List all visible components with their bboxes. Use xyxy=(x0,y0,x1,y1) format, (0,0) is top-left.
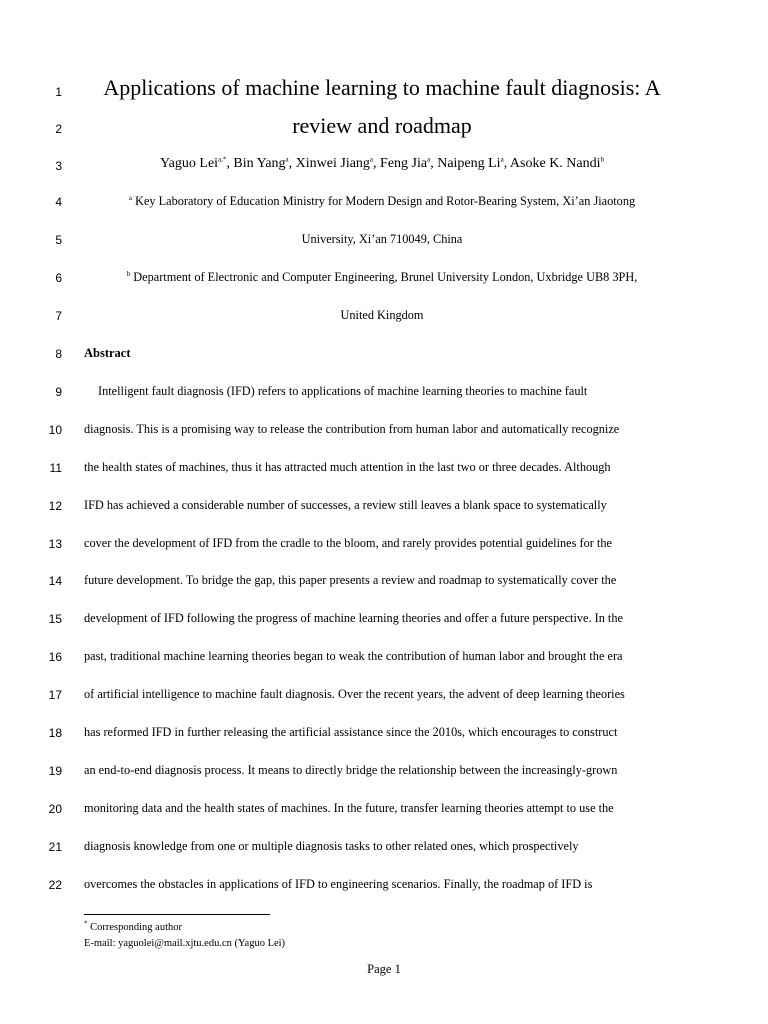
line-number: 16 xyxy=(48,650,62,664)
abstract-line: the health states of machines, thus it has attracted much attention in the last two or three decades. Although xyxy=(84,460,611,474)
line-number: 2 xyxy=(55,122,62,136)
abstract-line: an end-to-end diagnosis process. It means to directly bridge the relationship between the increasingly-grown xyxy=(84,763,618,777)
affiliation-b xyxy=(84,269,680,285)
affiliation-text: Key Laboratory of Education Ministry for Modern Design and Rotor-Bearing System, Xi’an Jiaotong xyxy=(131,194,636,208)
author-list xyxy=(84,155,680,173)
footnote-email: E-mail: yaguolei@mail.xjtu.edu.cn (Yaguo Lei) xyxy=(84,938,286,949)
line-number: 8 xyxy=(55,347,62,361)
paper-title-line-2: review and roadmap xyxy=(292,113,472,138)
abstract-line: development of IFD following the progress of machine learning theories and offer a future perspective. In the xyxy=(84,611,623,625)
author-separator: , xyxy=(430,156,438,171)
author-affiliation-mark: a xyxy=(500,155,504,164)
line-number: 1 xyxy=(55,85,62,99)
line-number: 17 xyxy=(48,688,62,702)
abstract-line: IFD has achieved a considerable number of successes, a review still leaves a blank space to systematically xyxy=(84,498,607,512)
footnote-corresponding xyxy=(84,921,182,934)
abstract-line: Intelligent fault diagnosis (IFD) refers to applications of machine learning theories to machine fault xyxy=(98,384,588,398)
author-name: Xinwei Jiang xyxy=(295,156,370,171)
line-number: 11 xyxy=(49,461,62,475)
author-name: Feng Jia xyxy=(380,156,428,171)
line-number: 7 xyxy=(55,309,62,323)
abstract-heading: Abstract xyxy=(84,346,131,360)
affiliation-text: Department of Electronic and Computer Engineering, Brunel University London, Uxbridge UB8 3PH, xyxy=(130,270,638,284)
line-number: 13 xyxy=(48,537,62,551)
line-number: 5 xyxy=(55,233,62,247)
abstract-line: diagnosis knowledge from one or multiple diagnosis tasks to other related ones, which prospectively xyxy=(84,839,579,853)
abstract-line: past, traditional machine learning theories began to weak the contribution of human labor and brought the era xyxy=(84,649,623,663)
abstract-line: future development. To bridge the gap, this paper presents a review and roadmap to systematically cover the xyxy=(84,573,617,587)
line-number: 3 xyxy=(55,159,62,173)
author-affiliation-mark: a xyxy=(369,155,374,164)
line-number: 4 xyxy=(55,195,62,209)
line-number: 9 xyxy=(55,385,62,399)
author-separator: , xyxy=(288,156,296,171)
line-number: 6 xyxy=(55,271,62,285)
author-separator: , xyxy=(503,156,510,171)
footnote-rule xyxy=(84,914,270,915)
author-separator: , xyxy=(226,156,234,171)
author-name: Yaguo Lei xyxy=(159,156,219,171)
affiliation-b-cont: United Kingdom xyxy=(340,308,424,322)
abstract-line: of artificial intelligence to machine fault diagnosis. Over the recent years, the advent of deep learning theories xyxy=(84,687,625,701)
author-separator: , xyxy=(373,156,381,171)
affiliation-mark: a xyxy=(128,193,132,202)
author-affiliation-mark: b xyxy=(600,155,605,164)
line-number: 15 xyxy=(48,612,62,626)
abstract-line: has reformed IFD in further releasing the artificial assistance since the 2010s, which encourages to construct xyxy=(84,725,618,739)
line-number: 22 xyxy=(48,878,62,892)
line-number: 21 xyxy=(48,840,62,854)
footnote-text: Corresponding author xyxy=(87,922,182,933)
author-name: Naipeng Li xyxy=(437,156,501,171)
author-name: Bin Yang xyxy=(233,156,286,171)
line-number: 12 xyxy=(48,499,62,513)
author-affiliation-mark: a xyxy=(285,155,289,164)
abstract-line: cover the development of IFD from the cradle to the bloom, and rarely provides potential guidelines for the xyxy=(84,536,612,550)
line-number: 20 xyxy=(48,802,62,816)
abstract-line: monitoring data and the health states of machines. In the future, transfer learning theories attempt to use the xyxy=(84,801,614,815)
abstract-line: overcomes the obstacles in applications of IFD to engineering scenarios. Finally, the roadmap of IFD is xyxy=(84,877,593,891)
affiliation-a xyxy=(84,193,680,209)
author-affiliation-mark: a xyxy=(427,155,431,164)
author-name: Asoke K. Nandi xyxy=(509,156,601,171)
footnote-mark: * xyxy=(84,919,88,928)
affiliation-mark: b xyxy=(126,269,131,278)
line-number: 19 xyxy=(48,764,62,778)
affiliation-a-cont: University, Xi’an 710049, China xyxy=(301,232,463,246)
line-number: 14 xyxy=(48,574,62,588)
paper-title-line-1: Applications of machine learning to machine fault diagnosis: A xyxy=(103,75,661,100)
author-affiliation-mark: a,* xyxy=(218,155,227,164)
abstract-line: diagnosis. This is a promising way to release the contribution from human labor and automatically recognize xyxy=(84,422,620,436)
page-number: Page 1 xyxy=(367,962,401,976)
line-number: 10 xyxy=(48,423,62,437)
line-number: 18 xyxy=(48,726,62,740)
